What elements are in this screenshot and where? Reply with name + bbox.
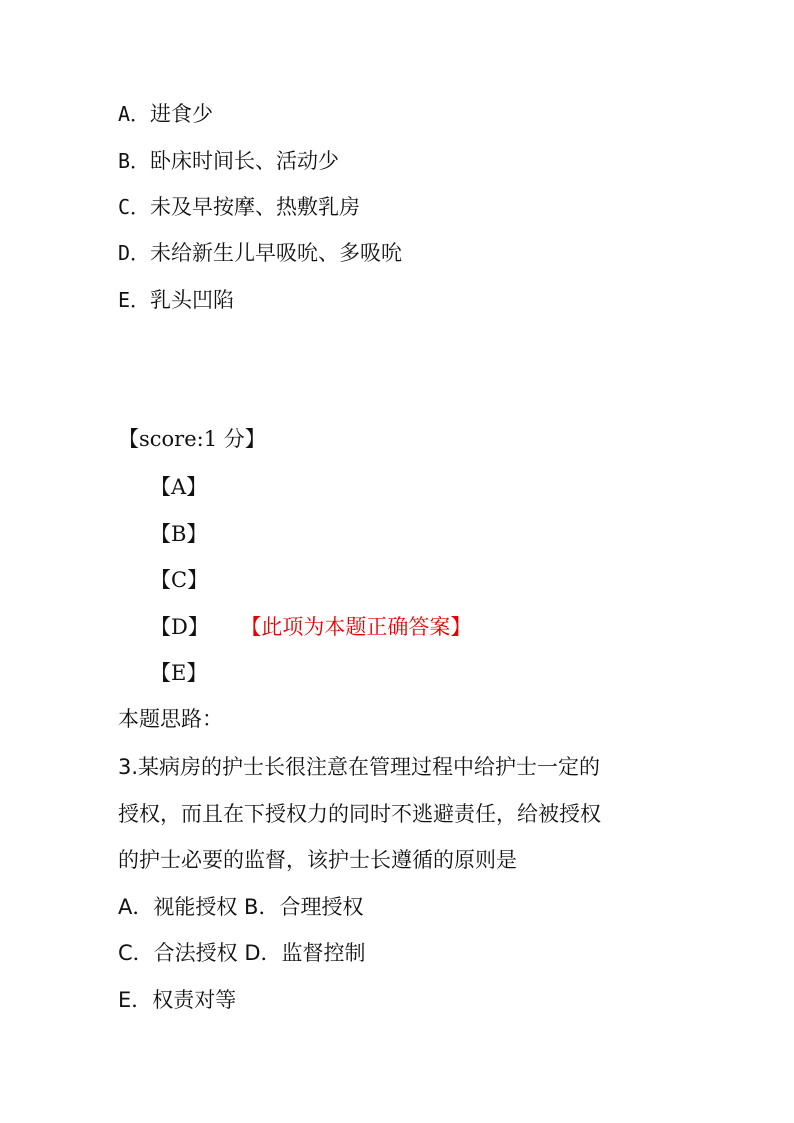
q2-option-d (118, 238, 402, 268)
q3-stem-line-2: 授权，而且在下授权力的同时不逃避责任，给被授权 (118, 802, 601, 826)
answer-label: 【C】 (150, 568, 209, 592)
answer-row-a (150, 472, 207, 502)
answer-label: 【A】 (150, 475, 208, 499)
explanation-label: 本题思路： (118, 707, 223, 731)
option-letter: A． (118, 102, 151, 126)
option-letter: D． (118, 241, 151, 265)
option-text: 卧床时间长、活动少 (150, 149, 340, 173)
answer-row-d (150, 612, 471, 642)
option-text: 未给新生儿早吸吮、多吸吮 (150, 241, 403, 265)
answer-row-b (150, 519, 207, 549)
option-text: 未及早按摩、热敷乳房 (150, 195, 361, 219)
q2-option-c (118, 192, 360, 222)
option-text: 乳头凹陷 (150, 288, 235, 312)
q3-options-line-3: E．权责对等 (118, 988, 237, 1012)
option-letter: C． (118, 195, 151, 219)
q2-option-a (118, 99, 213, 129)
correct-answer-marker: 【此项为本题正确答案】 (250, 615, 472, 639)
q3-options-line-1: A．视能授权 B．合理授权 (118, 895, 364, 919)
option-letter: B． (118, 149, 151, 173)
answer-row-c (150, 565, 208, 595)
q2-option-b (118, 146, 339, 176)
answer-label: 【B】 (150, 522, 208, 546)
q3-stem-line-1: 3.某病房的护士长很注意在管理过程中给护士一定的 (118, 755, 601, 779)
option-text: 进食少 (150, 102, 214, 126)
q2-option-e (118, 285, 234, 315)
q3-stem-line-3: 的护士必要的监督，该护士长遵循的原则是 (118, 848, 517, 872)
q3-options-line-2: C．合法授权 D．监督控制 (118, 941, 366, 965)
answer-label: 【E】 (150, 661, 208, 685)
score-label: 【score:1 分】 (118, 427, 266, 451)
answer-label: 【D】 (150, 615, 209, 639)
option-letter: E． (118, 288, 151, 312)
answer-row-e (150, 658, 207, 688)
